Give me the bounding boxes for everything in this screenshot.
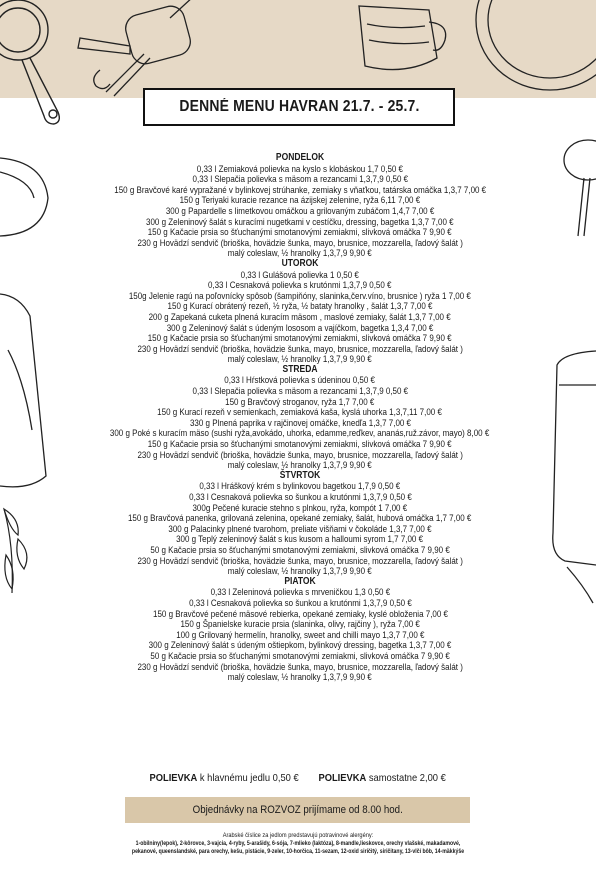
- bottle-right-sketch-icon: [545, 345, 596, 605]
- menu-item: 300 g Zeleninový šalát s kuracími nugetkami v cestíčku, dressing, bagetka 1,3,7 7,00 €: [146, 216, 454, 227]
- menu-item: 0,33 l Gulášová polievka 1 0,50 €: [240, 269, 360, 280]
- daily-menu: [60, 153, 540, 683]
- menu-item: 300 g Teplý zeleninový šalát s kus kusom a halloumi syrom 1,7 7,00 €: [176, 534, 424, 545]
- utensils-sketch-icon: [70, 0, 210, 100]
- menu-item: 150 g Bravčová panenka, grilovaná zelenina, opekané zemiaky, šalát, hubová omáčka 1,7 7,00 €: [128, 513, 472, 524]
- leaves-sketch-icon: [0, 505, 40, 595]
- menu-item: 0,33 l Zemiaková polievka na kyslo s klobáskou 1,7 0,50 €: [196, 163, 404, 174]
- soup-separate-price: samostatne 2,00 €: [366, 773, 447, 784]
- menu-item: 150g Jelenie ragú na poľovnícky spôsob (šampiňóny, slaninka,červ.víno, brusnice ) ryža 1 7,00 €: [128, 290, 472, 301]
- menu-title: DENNÉ MENU HAVRAN 21.7. - 25.7.: [178, 98, 420, 115]
- menu-item: 150 g Teriyaki kuracie rezance na ázijskej zelenine, ryža 6,11 7,00 €: [179, 195, 421, 206]
- delivery-order-note: [125, 797, 470, 823]
- menu-item: 0,33 l Hráškový krém s bylinkovou bagetkou 1,7,9 0,50 €: [199, 481, 401, 492]
- menu-item: 230 g Hovädzí sendvič (brioška, hovädzie šunka, mayo, brusnice, mozzarella, ľadový šalát ): [137, 237, 463, 248]
- soup-with-meal-label: POLIEVKA: [149, 773, 198, 784]
- menu-item: 200 g Zapekaná cuketa plnená kuracím mäsom , maslové zemiaky, šalát 1,3,7 7,00 €: [148, 311, 452, 322]
- menu-item: 230 g Hovädzí sendvič (brioška, hovädzie šunka, mayo, brusnice, mozzarella, ľadový šalát ): [137, 555, 463, 566]
- menu-item: 100 g Grilovaný hermelín, hranolky, sweet and chilli mayo 1,3,7 7,00 €: [175, 629, 425, 640]
- menu-item: 300g Pečené kuracie stehno s plnkou, ryža, kompót 1 7,00 €: [192, 502, 408, 513]
- soup-prices: [0, 773, 596, 784]
- menu-item: 150 g Kačacie prsia so šťuchanými smotanovými zemiakmi, slivková omáčka 7 9,90 €: [148, 439, 452, 450]
- menu-item: malý coleslaw, ½ hranolky 1,3,7,9 9,90 €: [227, 566, 372, 577]
- menu-item: 0,33 l Hŕstková polievka s údeninou 0,50 €: [224, 375, 376, 386]
- menu-item: 300 g Palacinky plnené tvarohom, preliate višňami v čokoláde 1,3,7 7,00 €: [168, 523, 432, 534]
- soup-separate-label: POLIEVKA: [318, 773, 367, 784]
- allergen-list-line: 1-obilniny(lepok), 2-kôrovce, 3-vajcia, 4-ryby, 5-arašidy, 6-sója, 7-mlieko (laktóza), 8-mandle,lieskovce, orechy vlašské, makadamové,: [135, 839, 461, 847]
- menu-item: 150 g Bravčové pečené mäsové rebierka, opekané zemiaky, kyslé obloženia 7,00 €: [152, 608, 448, 619]
- bowl-left-sketch-icon: [0, 150, 52, 245]
- day-heading-wednesday: STREDA: [282, 363, 318, 375]
- menu-item: 300 g Zeleninový šalát s údeným lososom a vajíčkom, bagetka 1,3,4 7,00 €: [166, 322, 434, 333]
- menu-item: 230 g Hovädzí sendvič (brioška, hovädzie šunka, mayo, brusnice, mozzarella, ľadový šalát ): [137, 343, 463, 354]
- menu-item: 50 g Kačacie prsia so šťuchanými smotanovými zemiakmi, slivková omáčka 7 9,90 €: [150, 544, 450, 555]
- menu-item: malý coleslaw, ½ hranolky 1,3,7,9 9,90 €: [227, 460, 372, 471]
- jug-left-sketch-icon: [0, 290, 60, 500]
- cup-sketch-icon: [345, 0, 455, 78]
- day-heading-tuesday: UTOROK: [281, 257, 319, 269]
- menu-item: 300 g Poké s kuracím mäso (sushi ryža,avokádo, uhorka, edamme,reďkev, ananás,ruž.závor, mayo) 8,00 €: [110, 428, 490, 439]
- allergen-intro: Arabské čísl​ice za jedlom predstavujú potravinové alergény:: [222, 832, 374, 839]
- menu-item: malý coleslaw, ½ hranolky 1,3,7,9 9,90 €: [227, 354, 372, 365]
- menu-title-box: [143, 88, 455, 126]
- menu-item: 0,33 l Zeleninová polievka s mrveničkou 1,3 0,50 €: [210, 587, 390, 598]
- menu-item: malý coleslaw, ½ hranolky 1,3,7,9 9,90 €: [227, 248, 372, 259]
- menu-item: 150 g Kačacie prsia so šťuchanými smotanovými zemiakmi, slivková omáčka 7 9,90 €: [148, 333, 452, 344]
- spoon-right-sketch-icon: [548, 130, 596, 240]
- menu-item: 150 g Kurací rezeň v semienkach, zemiaková kaša, kyslá uhorka 1,3,7,11 7,00 €: [157, 407, 443, 418]
- menu-item: 230 g Hovädzí sendvič (brioška, hovädzie šunka, mayo, brusnice, mozzarella, ľadový šalát ): [137, 449, 463, 460]
- menu-item: 50 g Kačacie prsia so šťuchanými smotanovými zemiakmi, slivková omáčka 7 9,90 €: [150, 650, 450, 661]
- menu-item: 150 g Kurací obrátený rezeň, ½ ryža, ½ bataty hranolky , šalát 1,3,7 7,00 €: [167, 301, 433, 312]
- menu-item: 0,33 l Slepačia polievka s mäsom a rezancami 1,3,7,9 0,50 €: [192, 174, 408, 185]
- allergen-list-line: pekanové, queenslandské, para orechy, kešu, pistácie, 9-zeler, 10-horčica, 11-sezam, 12-oxid siričitý, siričitany, 13-vlčí bôb, 14-mäkkýše: [131, 847, 465, 855]
- menu-item: 150 g Kačacie prsia so šťuchanými smotanovými zemiakmi, slivková omáčka 7 9,90 €: [148, 227, 452, 238]
- day-heading-friday: PIATOK: [284, 575, 316, 587]
- order-note-text: Objednávky na ROZVOZ prijímame od 8.00 hod.: [192, 804, 403, 816]
- plate-sketch-icon: [470, 0, 596, 95]
- day-heading-monday: PONDELOK: [275, 152, 325, 163]
- pan-sketch-icon: [0, 0, 80, 130]
- menu-item: 150 g Bravčové karé vypražané v bylinkovej strúhanke, zemiaky s vňaťkou, tatárska omáčka 1,3,7 7,00 €: [114, 184, 486, 195]
- menu-item: 150 g Bravčový stroganov, ryža 1,7 7,00 €: [225, 396, 375, 407]
- menu-item: 150 g Španielske kuracie prsia (slaninka, olivy, rajčiny ), ryža 7,00 €: [180, 619, 420, 630]
- day-heading-thursday: ŠTVRTOK: [279, 469, 321, 481]
- menu-item: 330 g Plnená paprika v rajčinovej omáčke, knedľa 1,3,7 7,00 €: [189, 417, 411, 428]
- menu-item: 0,33 l Cesnaková polievka so šunkou a krutónmi 1,3,7,9 0,50 €: [188, 597, 412, 608]
- menu-item: 0,33 l Slepačia polievka s mäsom a rezancami 1,3,7,9 0,50 €: [192, 386, 408, 397]
- menu-item: malý coleslaw, ½ hranolky 1,3,7,9 9,90 €: [227, 672, 372, 683]
- menu-item: 300 g Papardelle s limetkovou omáčkou a grilovaným zubáčom 1,4,7 7,00 €: [165, 205, 435, 216]
- allergen-legend: [0, 832, 596, 855]
- menu-item: 230 g Hovädzí sendvič (brioška, hovädzie šunka, mayo, brusnice, mozzarella, ľadový šalát ): [137, 661, 463, 672]
- menu-item: 0,33 l Cesnaková polievka so šunkou a krutónmi 1,3,7,9 0,50 €: [188, 492, 412, 502]
- menu-item: 0,33 l Cesnaková polievka s krutónmi 1,3,7,9 0,50 €: [208, 280, 392, 291]
- menu-item: 300 g Zeleninový šalát s údeným oštiepkom, bylinkový dressing, bagetka 1,3,7 7,00 €: [148, 640, 452, 651]
- soup-with-meal-price: k hlavnému jedlu 0,50 €: [197, 773, 300, 784]
